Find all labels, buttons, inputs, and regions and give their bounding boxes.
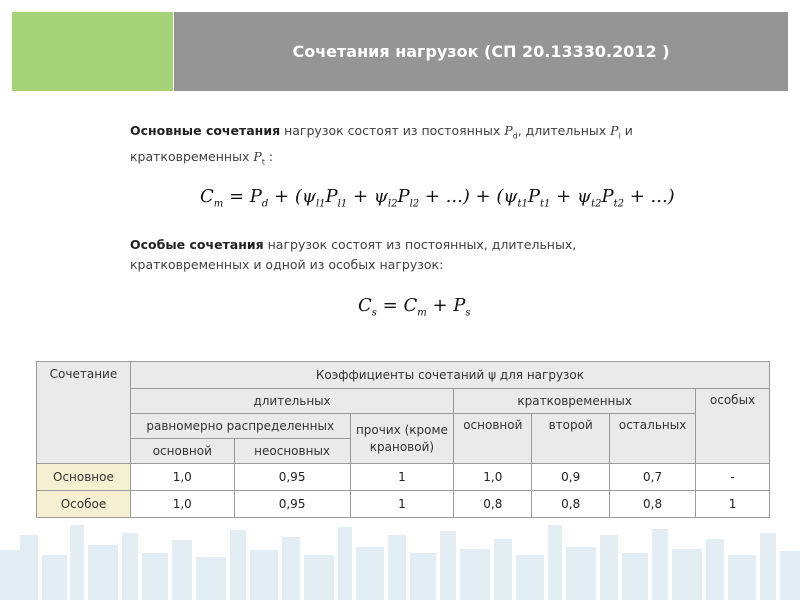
paragraph-main-combinations: Основные сочетания нагрузок состоят из постоянных $P_d$, длительных $P_l$ и кратковременных $P_t$ : [130, 123, 633, 166]
table-cell: 0,7 [610, 464, 696, 491]
header-green-block [12, 12, 173, 91]
row-label: Основное [37, 464, 131, 491]
table-cell: 0,9 [532, 464, 610, 491]
table-cell: 0,8 [454, 491, 532, 518]
table-cell: 1 [350, 464, 454, 491]
row-label: Особое [37, 491, 131, 518]
table-cell: 0,95 [234, 464, 350, 491]
header-uniform: равномерно распределенных [130, 414, 350, 439]
city-skyline-decoration [0, 505, 800, 600]
page-title: Сочетания нагрузок (СП 20.13330.2012 ) [292, 42, 670, 61]
header-main-long: основной [130, 439, 234, 464]
header-rest: остальных [610, 414, 696, 464]
header-other: прочих (кроме крановой) [350, 414, 454, 464]
header-second: второй [532, 414, 610, 464]
table-cell: 1 [350, 491, 454, 518]
term-main-combinations: Основные сочетания [130, 123, 281, 138]
table-row [37, 464, 770, 491]
header-nonmain: неосновных [234, 439, 350, 464]
header-special: особых [696, 389, 770, 464]
header-coefficients: Коэффициенты сочетаний ψ для нагрузок [130, 362, 769, 389]
header-long: длительных [130, 389, 453, 414]
table-cell: 1,0 [454, 464, 532, 491]
table-cell: 1 [696, 491, 770, 518]
table-cell: 0,8 [610, 491, 696, 518]
header-combination: Сочетание [37, 362, 131, 464]
table-cell: 0,8 [532, 491, 610, 518]
header-short: кратковременных [454, 389, 696, 414]
table-cell: - [696, 464, 770, 491]
coefficients-table [36, 361, 770, 518]
table-cell: 0,95 [234, 491, 350, 518]
formula-main-combination: $C_m = P_d + (\psi_{l1}P_{l1} + \psi_{l2}P_{l2}$ + ...) + ($\psi_{t1}P_{t1} + \psi_{t2}P_{t2}$ + ...) [200, 186, 675, 210]
term-special-combinations: Особые сочетания [130, 237, 264, 252]
formula-special-combination: $C_s = C_m + P_s$ [358, 295, 471, 319]
table-row [37, 491, 770, 518]
table-cell: 1,0 [130, 464, 234, 491]
header-main-short: основной [454, 414, 532, 464]
paragraph-special-combinations: Особые сочетания нагрузок состоят из постоянных, длительных, кратковременных и одной из особых нагрузок: [130, 237, 577, 272]
table-cell: 1,0 [130, 491, 234, 518]
